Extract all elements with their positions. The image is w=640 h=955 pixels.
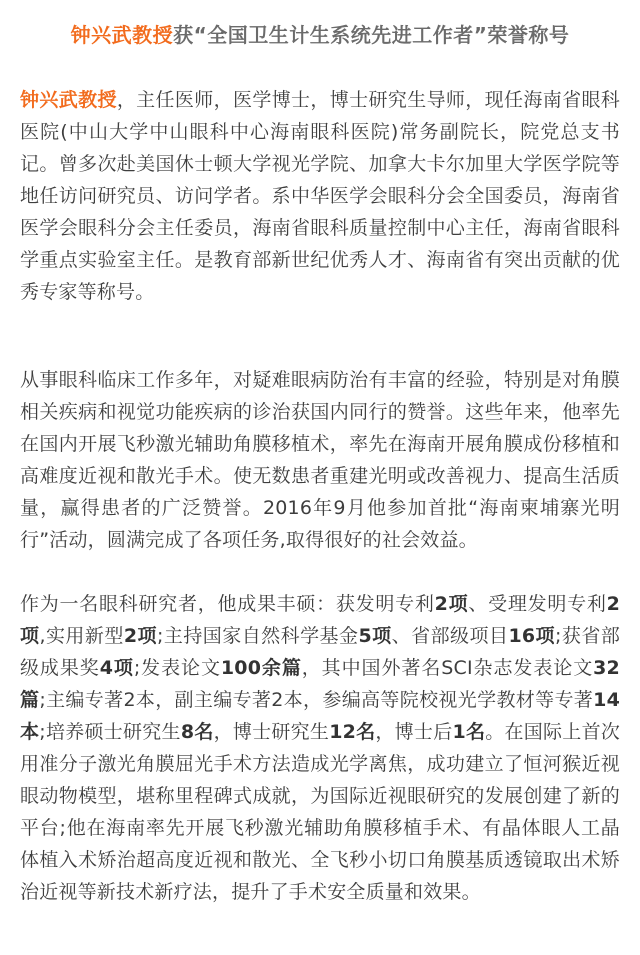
research-text: ;主持国家自然科学基金 xyxy=(156,625,359,647)
paragraph-intro xyxy=(20,84,620,308)
research-text: ;培养硕士研究生 xyxy=(39,721,181,743)
research-text: 、省部级项目 xyxy=(391,625,509,647)
intro-text: ，主任医师，医学博士，博士研究生导师，现任海南省眼科医院(中山大学中山眼科中心海南眼科医院)常务副院长，院党总支书记。曾多次赴美国休士顿大学视光学院、加拿大卡尔加里大学医学院等地任访问研究员、访问学者。系中华医学会眼科分会全国委员，海南省医学会眼科分会主任委员，海南省眼科质量控制中心主任，海南省眼科学重点实验室主任。是教育部新世纪优秀人才、海南省有突出贡献的优秀专家等称号。 xyxy=(20,89,620,303)
research-stat: 16项 xyxy=(508,625,556,647)
research-text: ，博士研究生 xyxy=(213,721,330,743)
article-title xyxy=(20,0,620,60)
research-stat: 4项 xyxy=(99,657,134,679)
research-text: ，博士后 xyxy=(375,721,453,743)
research-stat: 1名 xyxy=(452,721,486,743)
research-stat: 5项 xyxy=(358,625,392,647)
research-text: ，其中国外著名SCI杂志发表论文 xyxy=(301,657,594,679)
research-stat: 2项 xyxy=(123,625,157,647)
title-name-highlight: 钟兴武教授 xyxy=(70,23,174,47)
research-stat: 2项 xyxy=(20,593,621,647)
research-text: ,实用新型 xyxy=(39,625,124,647)
research-text: 作为一名眼科研究者，他成果丰硕：获发明专利 xyxy=(20,593,435,615)
research-text: 。在国际上首次用准分子激光角膜屈光手术方法造成光学离焦，成功建立了恒河猴近视眼动物模型，堪称里程碑式成就，为国际近视眼研究的发展创建了新的平台;他在海南率先开展飞秒激光辅助角膜移植手术、有晶体眼人工晶体植入术矫治超高度近视和散光、全飞秒小切口角膜基质透镜取出术矫治近视等新技术新疗法，提升了手术安全质量和效果。 xyxy=(20,721,621,903)
research-text: 、受理发明专利 xyxy=(468,593,607,615)
title-rest: 获“全国卫生计生系统先进工作者”荣誉称号 xyxy=(173,23,570,47)
research-text: ;发表论文 xyxy=(133,657,221,679)
clinical-text: 从事眼科临床工作多年，对疑难眼病防治有丰富的经验，特别是对角膜相关疾病和视觉功能疾病的诊治获国内同行的赞誉。这些年来，他率先在国内开展飞秒激光辅助角膜移植术，率先在海南开展角膜成份移植和高难度近视和散光手术。使无数患者重建光明或改善视力、提高生活质量，赢得患者的广泛赞誉。2016年9月他参加首批“海南柬埔寨光明行”活动，圆满完成了各项任务,取得很好的社会效益。 xyxy=(20,369,620,551)
research-text: ;获省部级成果奖 xyxy=(20,625,621,679)
research-stat: 8名 xyxy=(180,721,214,743)
research-stat: 14本 xyxy=(20,689,620,743)
paragraph-research xyxy=(20,588,620,908)
research-text: ;主编专著2本，副主编专著2本，参编高等院校视光学教材等专著 xyxy=(39,689,594,711)
research-stat: 12名 xyxy=(329,721,376,743)
research-stat: 100余篇 xyxy=(220,657,302,679)
intro-name-highlight: 钟兴武教授 xyxy=(20,89,117,111)
paragraph-clinical xyxy=(20,364,620,556)
research-stat: 2项 xyxy=(434,593,469,615)
research-stat: 32篇 xyxy=(20,657,620,711)
